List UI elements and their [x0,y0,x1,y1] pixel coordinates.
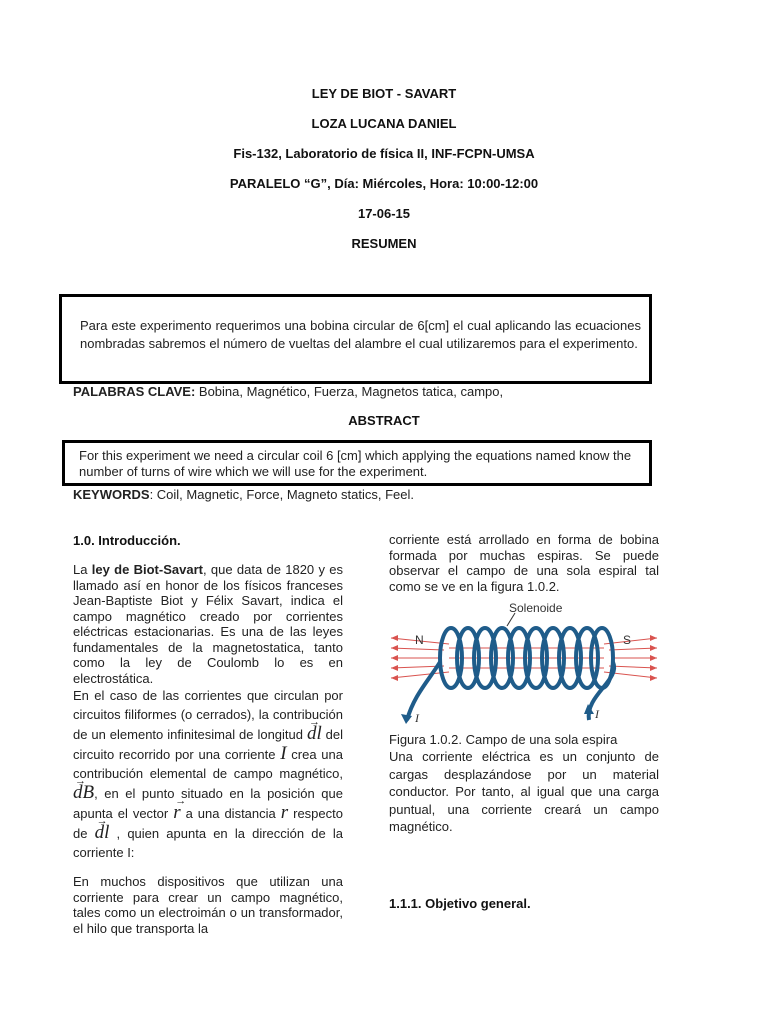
intro-paragraph-1: La ley de Biot-Savart, que data de 1820 y es llamado así en honor de los físicos franceses Jean-Baptiste Biot y Félix Savart, indica el campo magnético creado por corrientes eléctricas estacionarias. Es una de las leyes fundamentales de la magnetostatica, tanto como la ley de Coulomb lo es en electrostática. [73,562,343,686]
keywords-es-text: Bobina, Magnético, Fuerza, Magnetos tatica, campo, [195,384,504,399]
south-label: S [623,633,632,647]
right-paragraph-2: Una corriente eléctrica es un conjunto de cargas desplazándose por un material conductor. Por tanto, al igual que una carga puntual, una corriente creará un campo magnético. [389,749,659,834]
course-info: Fis-132, Laboratorio de física II, INF-FCPN-UMSA [233,146,535,161]
keywords-es-label: PALABRAS CLAVE: [73,384,196,399]
current-label-right: I [595,707,599,721]
figure-caption: Figura 1.0.2. Campo de una sola espira [389,732,618,747]
current-symbol: I [280,743,287,764]
resumen-text: Para este experimento requerimos una bobina circular de 6[cm] el cual aplicando las ecuaciones nombradas sabremos el número de vueltas del alambre el cual utilizaremos para el experimento. [80,318,641,351]
solenoide-label: Solenoide [509,601,563,615]
abstract-text: For this experiment we need a circular coil 6 [cm] which applying the equations named know the number of turns of wire which we will use for the experiment. [79,448,632,479]
r-vector-symbol: → r [173,803,180,822]
subsection-objetivo-general: 1.1.1. Objetivo general. [389,896,531,911]
keywords-en-text: : Coil, Magnetic, Force, Magneto statics, Feel. [149,487,414,502]
dl-symbol-2: → dl [95,823,110,842]
author-name: LOZA LUCANA DANIEL [311,116,457,131]
r-symbol: r [280,802,289,823]
section-introduccion: 1.0. Introducción. [73,533,181,548]
solenoid-figure [389,600,659,728]
north-label: N [415,633,424,647]
abstract-box [62,440,652,486]
schedule-info: PARALELO “G”, Día: Miércoles, Hora: 10:00-12:00 [229,176,539,191]
abstract-heading: ABSTRACT [348,413,420,428]
resumen-box [59,294,652,384]
intro-paragraph-2: En el caso de las corrientes que circulan por circuitos filiformes (o cerrados), la contribución de un elemento infinitesimal de longitud → dl del circuito recorrido por una corriente I crea una contribución elemental de campo magnético, → dB, en el punto situado en la posición que apunta el vector → r a una distancia r respecto de → dl , quien apunta en la dirección de la corriente I: [73,686,343,862]
keywords-es [73,384,503,399]
dl-symbol: → dl [307,724,322,743]
resumen-heading: RESUMEN [351,236,417,251]
keywords-en [73,487,414,502]
dB-symbol: → dB [73,783,94,802]
current-label-left: I [415,711,419,725]
left-column [73,562,343,862]
right-paragraph-1: corriente está arrollado en forma de bobina formada por muchas espiras. Se puede observar el campo de una sola espiral tal como se ve en la figura 1.0.2. [389,532,659,594]
paper-title: LEY DE BIOT - SAVART [311,86,457,101]
keywords-en-label: KEYWORDS [73,487,150,502]
date: 17-06-15 [357,206,411,221]
intro-paragraph-3: En muchos dispositivos que utilizan una corriente para crear un campo magnético, tales como un electroimán o un transformador, el hilo que transporta la [73,874,343,936]
